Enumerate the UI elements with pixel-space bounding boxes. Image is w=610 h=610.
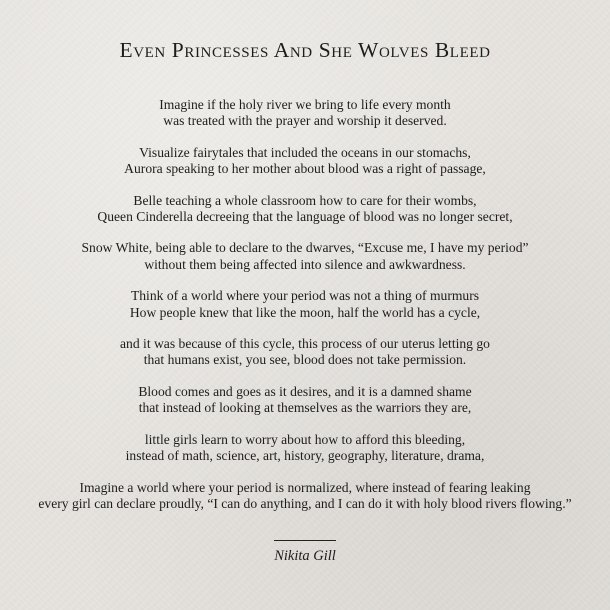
author-name: Nikita Gill (274, 548, 336, 564)
poem-line: Aurora speaking to her mother about blood was a right of passage, (124, 161, 486, 177)
poem-line: was treated with the prayer and worship it deserved. (163, 113, 447, 129)
stanza-4 (0, 240, 610, 273)
poem-line: every girl can declare proudly, “I can do anything, and I can do it with holy blood rivers flowing.” (38, 495, 572, 511)
poem-line: How people knew that like the moon, half the world has a cycle, (129, 304, 481, 320)
poem-line: that humans exist, you see, blood does not take permission. (143, 352, 467, 368)
stanza-9 (0, 480, 610, 513)
stanza-2 (0, 145, 610, 178)
poem-line: without them being affected into silence and awkwardness. (144, 256, 466, 272)
poem-body (0, 97, 610, 527)
stanza-8 (0, 432, 610, 465)
stanza-1 (0, 97, 610, 130)
poem-line: Snow White, being able to declare to the dwarves, “Excuse me, I have my period” (81, 240, 529, 256)
poem-line: Queen Cinderella decreeing that the language of blood was no longer secret, (97, 209, 513, 225)
author-divider (274, 540, 336, 541)
poem-line: instead of math, science, art, history, geography, literature, drama, (125, 448, 485, 464)
stanza-5 (0, 288, 610, 321)
poem-line: and it was because of this cycle, this process of our uterus letting go (120, 336, 490, 352)
poem-line: Blood comes and goes as it desires, and it is a damned shame (138, 383, 472, 399)
poem-line: Imagine a world where your period is normalized, where instead of fearing leaking (79, 479, 531, 495)
stanza-7 (0, 384, 610, 417)
poem-title: Even Princesses And She Wolves Bleed (119, 38, 491, 62)
poem-line: little girls learn to worry about how to afford this bleeding, (144, 431, 466, 447)
poem-line: Think of a world where your period was not a thing of murmurs (130, 288, 480, 304)
poem-line: Visualize fairytales that included the oceans in our stomachs, (139, 144, 471, 160)
stanza-3 (0, 193, 610, 226)
stanza-6 (0, 336, 610, 369)
poem-line: that instead of looking at themselves as the warriors they are, (138, 400, 472, 416)
poem-line: Belle teaching a whole classroom how to care for their wombs, (133, 192, 477, 208)
poem-line: Imagine if the holy river we bring to life every month (159, 97, 451, 112)
